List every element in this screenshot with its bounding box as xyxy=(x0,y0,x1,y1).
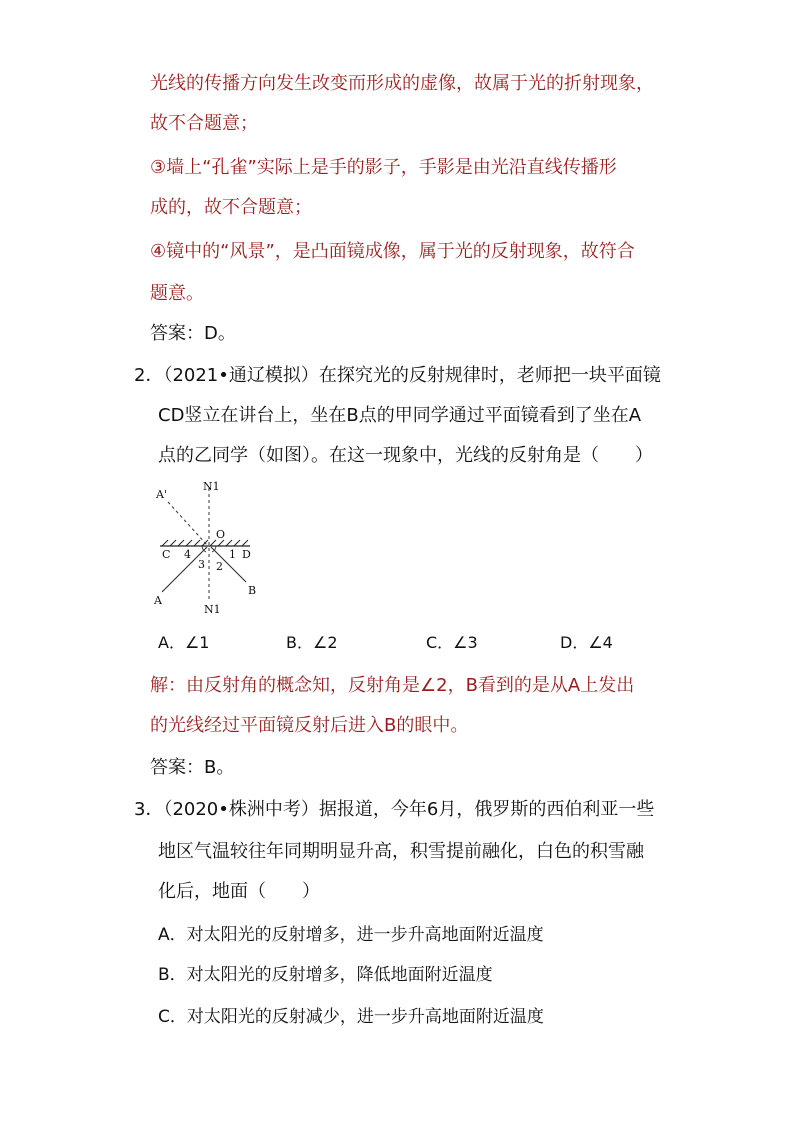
label-o: O xyxy=(216,528,226,541)
solution-text-line: 解：由反射角的概念知，反射角是∠2，B看到的是从A上发出 xyxy=(150,675,635,696)
option-a: A．∠1 xyxy=(158,633,210,652)
virtual-image-line xyxy=(168,502,207,545)
label-angle-4: 4 xyxy=(184,548,191,561)
solution-text-line: 题意。 xyxy=(150,283,204,304)
solution-text-line: ④镜中的“风景”，是凸面镜成像，属于光的反射现象，故符合 xyxy=(150,241,635,262)
question-3-line: 化后，地面（ ） xyxy=(158,881,320,902)
label-angle-2: 2 xyxy=(216,560,223,573)
question-2-line: 点的乙同学（如图）。在这一现象中，光线的反射角是（ ） xyxy=(158,445,653,466)
option-d: D．∠4 xyxy=(560,633,613,652)
label-n1-bottom: N1 xyxy=(204,603,221,616)
option-a: A．对太阳光的反射增多，进一步升高地面附近温度 xyxy=(158,925,544,945)
question-3-line: 地区气温较往年同期明显升高，积雪提前融化，白色的积雪融 xyxy=(158,841,644,862)
question-3-line: 3．（2020•株洲中考）据报道，今年6月，俄罗斯的西伯利亚一些 xyxy=(134,799,655,820)
answer-text: 答案：D。 xyxy=(150,323,236,344)
answer-text: 答案：B。 xyxy=(150,757,235,778)
option-c: C．∠3 xyxy=(426,633,478,652)
option-c: C．对太阳光的反射减少，进一步升高地面附近温度 xyxy=(158,1007,544,1027)
option-b: B．对太阳光的反射增多，降低地面附近温度 xyxy=(158,965,493,985)
label-b: B xyxy=(248,584,257,597)
solution-text-line: ③墙上“孔雀”实际上是手的影子，手影是由光沿直线传播形 xyxy=(150,157,617,178)
reflection-diagram xyxy=(150,476,270,616)
solution-text-line: 的光线经过平面镜反射后进入B的眼中。 xyxy=(150,715,469,736)
label-a: A xyxy=(154,594,162,607)
question-2-line: CD竖立在讲台上，坐在B点的甲同学通过平面镜看到了坐在A xyxy=(158,405,642,426)
solution-text-line: 成的，故不合题意； xyxy=(150,197,312,218)
solution-text-line: 故不合题意； xyxy=(150,113,258,134)
label-a-prime: A' xyxy=(156,488,167,501)
label-angle-3: 3 xyxy=(198,558,205,571)
label-d: D xyxy=(242,548,251,561)
solution-text-line: 光线的传播方向发生改变而形成的虚像，故属于光的折射现象， xyxy=(150,73,654,94)
option-b: B．∠2 xyxy=(286,633,338,652)
label-n1-top: N1 xyxy=(203,480,220,493)
label-c: C xyxy=(162,548,171,561)
label-angle-1: 1 xyxy=(229,548,236,561)
question-2-line: 2．（2021•通辽模拟）在探究光的反射规律时，老师把一块平面镜 xyxy=(134,365,661,386)
